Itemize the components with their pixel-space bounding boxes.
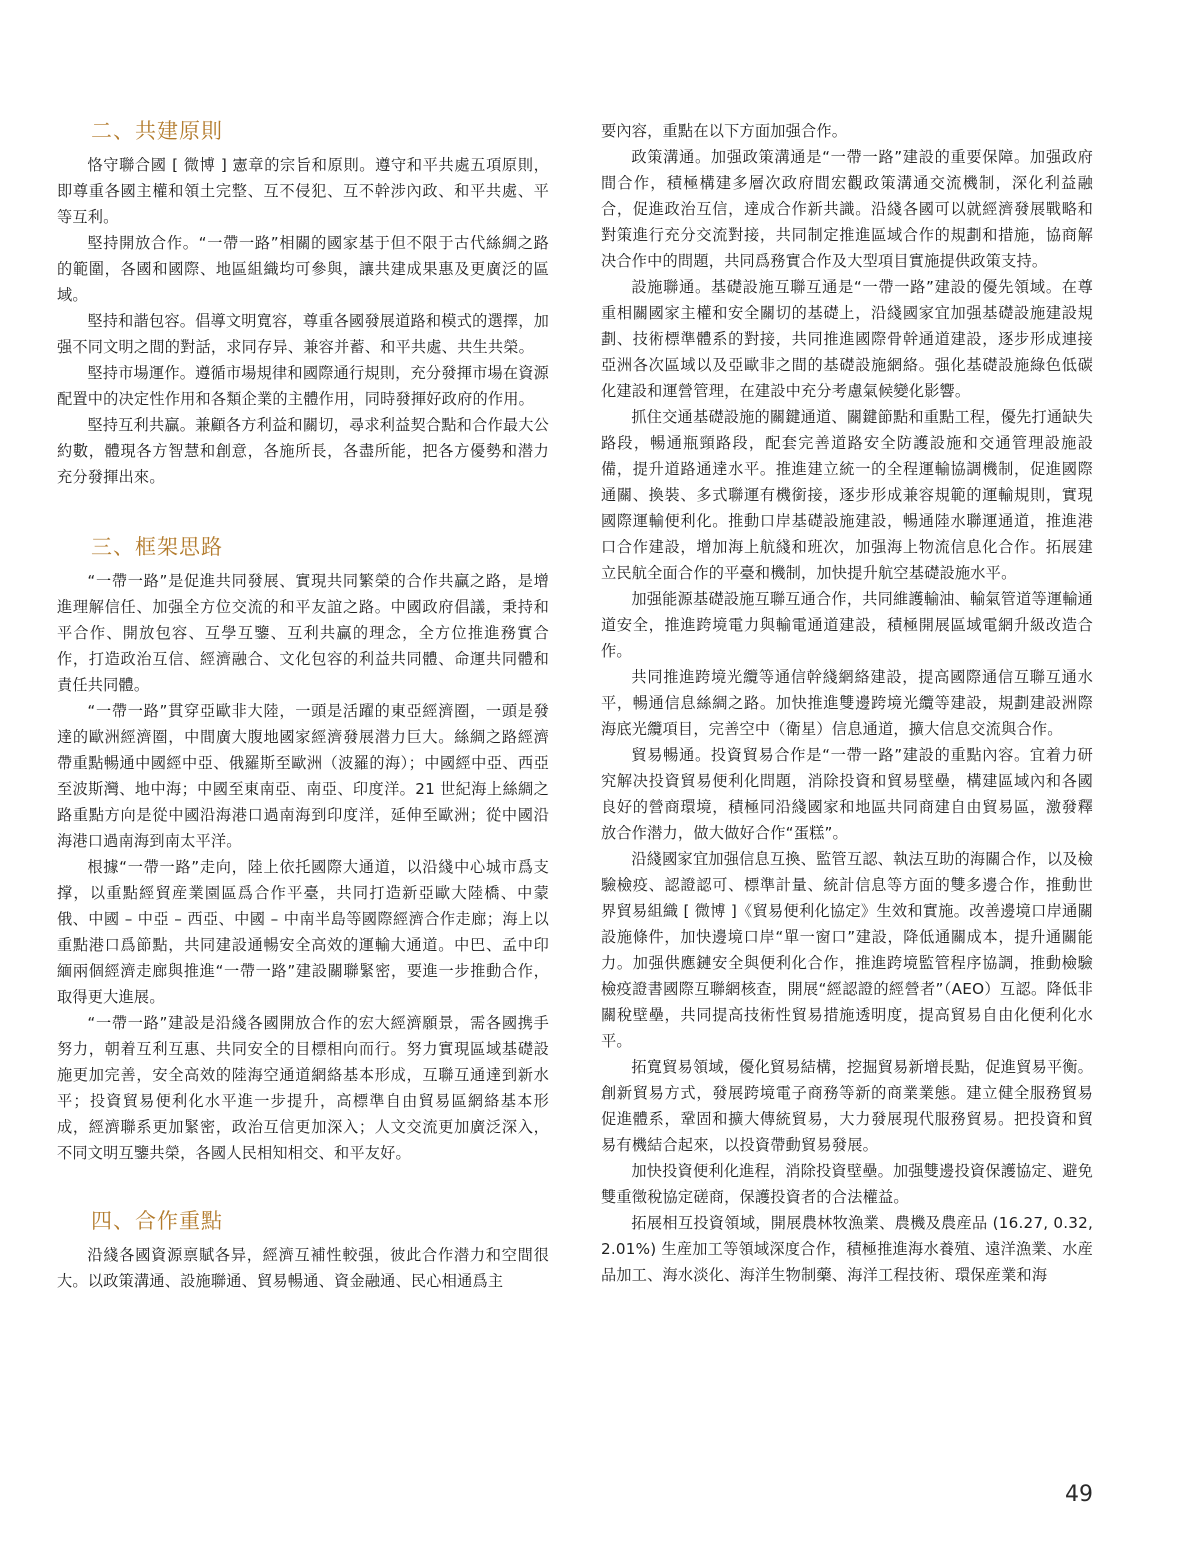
paragraph-continued: 要內容，重點在以下方面加强合作。 <box>601 122 848 140</box>
paragraph: “一帶一路”是促進共同發展、實現共同繁榮的合作共贏之路，是增進理解信任、加强全方位交流的和平友誼之路。中國政府倡議，秉持和平合作、開放包容、互學互鑒、互利共贏的理念，全方位推進務實合作，打造政治互信、經濟融合、文化包容的利益共同體、命運共同體和責任共同體。 <box>57 572 549 694</box>
paragraph: 堅持市場運作。遵循市場規律和國際通行規則，充分發揮市場在資源配置中的决定性作用和各類企業的主體作用，同時發揮好政府的作用。 <box>57 364 550 408</box>
page-number: 49 <box>1065 1482 1093 1507</box>
paragraph: 政策溝通。加强政策溝通是“一帶一路”建設的重要保障。加强政府間合作，積極構建多層次政府間宏觀政策溝通交流機制，深化利益融合，促進政治互信，達成合作新共識。沿綫各國可以就經濟發展戰略和對策進行充分交流對接，共同制定推進區域合作的規劃和措施，協商解决合作中的問題，共同爲務實合作及大型項目實施提供政策支持。 <box>601 148 1093 270</box>
paragraph: 沿綫各國資源禀賦各异，經濟互補性較强，彼此合作潜力和空間很大。以政策溝通、設施聯通、貿易暢通、資金融通、民心相通爲主 <box>57 1246 549 1290</box>
right-column <box>601 118 1093 1288</box>
section-title-framework: 三、框架思路 <box>91 535 223 559</box>
paragraph: “一帶一路”貫穿亞歐非大陸，一頭是活躍的東亞經濟圈，一頭是發達的歐洲經濟圈，中間廣大腹地國家經濟發展潜力巨大。絲綢之路經濟帶重點暢通中國經中亞、俄羅斯至歐洲（波羅的海）；中國經中亞、西亞至波斯灣、地中海；中國至東南亞、南亞、印度洋。21 世紀海上絲綢之路重點方向是從中國沿海港口過南海到印度洋，延伸至歐洲；從中國沿海港口過南海到南太平洋。 <box>57 702 549 850</box>
paragraph: 抓住交通基礎設施的關鍵通道、關鍵節點和重點工程，優先打通缺失路段，暢通瓶頸路段，配套完善道路安全防護設施和交通管理設施設備，提升道路通達水平。推進建立統一的全程運輸協調機制，促進國際通關、換裝、多式聯運有機銜接，逐步形成兼容規範的運輸規則，實現國際運輸便利化。推動口岸基礎設施建設，暢通陸水聯運通道，推進港口合作建設，增加海上航綫和班次，加强海上物流信息化合作。拓展建立民航全面合作的平臺和機制，加快提升航空基礎設施水平。 <box>601 408 1094 582</box>
section-title-cooperation: 四、合作重點 <box>91 1209 223 1233</box>
paragraph: 堅持互利共贏。兼顧各方利益和關切，尋求利益契合點和合作最大公約數，體現各方智慧和創意，各施所長，各盡所能，把各方優勢和潜力充分發揮出來。 <box>57 416 550 486</box>
paragraph: 貿易暢通。投資貿易合作是“一帶一路”建設的重點內容。宜着力研究解决投資貿易便利化問題，消除投資和貿易壁壘，構建區域內和各國良好的營商環境，積極同沿綫國家和地區共同商建自由貿易區，激發釋放合作潜力，做大做好合作“蛋糕”。 <box>601 746 1093 842</box>
paragraph: 恪守聯合國 [ 微博 ] 憲章的宗旨和原則。遵守和平共處五項原則，即尊重各國主權和領土完整、互不侵犯、互不幹涉內政、和平共處、平等互利。 <box>57 156 549 226</box>
paragraph: 堅持和諧包容。倡導文明寬容，尊重各國發展道路和模式的選擇，加强不同文明之間的對話，求同存异、兼容并蓄、和平共處、共生共榮。 <box>57 312 550 356</box>
section-spacer <box>57 1166 549 1206</box>
paragraph: 加快投資便利化進程，消除投資壁壘。加强雙邊投資保護協定、避免雙重徵稅協定磋商，保護投資者的合法權益。 <box>601 1162 1094 1206</box>
paragraph: “一帶一路”建設是沿綫各國開放合作的宏大經濟願景，需各國携手努力，朝着互利互惠、共同安全的目標相向而行。努力實現區域基礎設施更加完善，安全高效的陸海空通道網絡基本形成，互聯互通達到新水平；投資貿易便利化水平進一步提升，高標準自由貿易區網絡基本形成，經濟聯系更加緊密，政治互信更加深入；人文交流更加廣泛深入，不同文明互鑒共榮，各國人民相知相交、和平友好。 <box>57 1014 549 1162</box>
paragraph: 加强能源基礎設施互聯互通合作，共同維護輸油、輸氣管道等運輸通道安全，推進跨境電力與輸電通道建設，積極開展區域電網升級改造合作。 <box>601 590 1094 660</box>
paragraph: 共同推進跨境光纜等通信幹綫網絡建設，提高國際通信互聯互通水平，暢通信息絲綢之路。加快推進雙邊跨境光纜等建設，規劃建設洲際海底光纜項目，完善空中（衛星）信息通道，擴大信息交流與合作。 <box>601 668 1093 738</box>
paragraph: 拓展相互投資領域，開展農林牧漁業、農機及農産品 (16.27, 0.32, 2.01%) 生産加工等領域深度合作，積極推進海水養殖、遠洋漁業、水産品加工、海水淡化、海洋生物制藥、海洋工程技術、環保産業和海 <box>601 1214 1093 1284</box>
paragraph: 拓寬貿易領域，優化貿易結構，挖掘貿易新增長點，促進貿易平衡。創新貿易方式，發展跨境電子商務等新的商業業態。建立健全服務貿易促進體系，鞏固和擴大傳統貿易，大力發展現代服務貿易。把投資和貿易有機結合起來，以投資帶動貿易發展。 <box>601 1058 1094 1154</box>
left-column <box>57 116 549 1294</box>
paragraph: 沿綫國家宜加强信息互換、監管互認、執法互助的海關合作，以及檢驗檢疫、認證認可、標準計量、統計信息等方面的雙多邊合作，推動世界貿易組織 [ 微博 ]《貿易便利化協定》生效和實施。改善邊境口岸通關設施條件，加快邊境口岸“單一窗口”建設，降低通關成本，提升通關能力。加强供應鏈安全與便利化合作，推進跨境監管程序協調，推動檢驗檢疫證書國際互聯網核查，開展“經認證的經營者”（AEO）互認。降低非關稅壁壘，共同提高技術性貿易措施透明度，提高貿易自由化便利化水平。 <box>601 850 1094 1050</box>
section-spacer <box>57 490 549 532</box>
paragraph: 根據“一帶一路”走向，陸上依托國際大通道，以沿綫中心城市爲支撑，以重點經貿産業園區爲合作平臺，共同打造新亞歐大陸橋、中蒙俄、中國 – 中亞 – 西亞、中國 – 中南半島等國際經濟合作走廊；海上以重點港口爲節點，共同建設通暢安全高效的運輸大通道。中巴、孟中印緬兩個經濟走廊與推進“一帶一路”建設關聯緊密，要進一步推動合作，取得更大進展。 <box>57 858 549 1006</box>
paragraph: 設施聯通。基礎設施互聯互通是“一帶一路”建設的優先領域。在尊重相關國家主權和安全關切的基礎上，沿綫國家宜加强基礎設施建設規劃、技術標準體系的對接，共同推進國際骨幹通道建設，逐步形成連接亞洲各次區域以及亞歐非之間的基礎設施網絡。强化基礎設施綠色低碳化建設和運營管理，在建設中充分考慮氣候變化影響。 <box>601 278 1093 400</box>
paragraph: 堅持開放合作。“一帶一路”相關的國家基于但不限于古代絲綢之路的範圍，各國和國際、地區組織均可參與，讓共建成果惠及更廣泛的區域。 <box>57 234 549 304</box>
section-title-principles: 二、共建原則 <box>91 119 223 143</box>
